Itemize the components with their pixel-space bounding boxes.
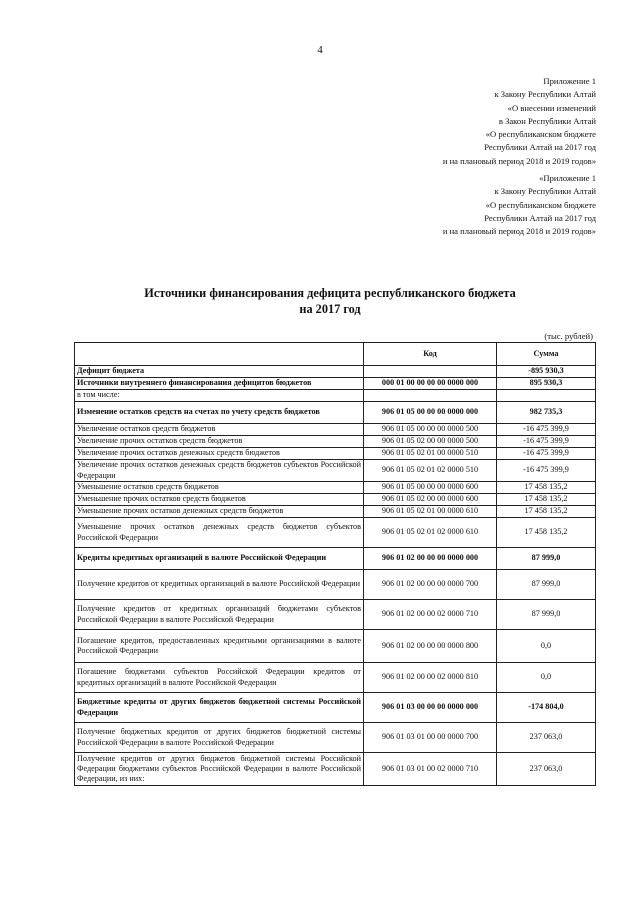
- row-name-cell: Получение кредитов от кредитных организаций в валюте Российской Федерации: [75, 570, 364, 600]
- table-row: [75, 402, 596, 424]
- row-sum-cell: -174 804,0: [497, 693, 596, 723]
- appendix-line: «О республиканском бюджете: [485, 199, 596, 210]
- row-sum-cell: 0,0: [497, 663, 596, 693]
- appendix-line: «О республиканском бюджете: [485, 129, 596, 140]
- row-name-cell: Источники внутреннего финансирования дефицитов бюджетов: [75, 378, 364, 390]
- table-row: [75, 366, 596, 378]
- table-row: [75, 448, 596, 460]
- table-row: [75, 663, 596, 693]
- row-name-cell: Увеличение прочих остатков денежных средств бюджетов: [75, 448, 364, 460]
- row-name-cell: Уменьшение прочих остатков денежных средств бюджетов субъектов Российской Федерации: [75, 518, 364, 548]
- row-code-cell: [364, 366, 497, 378]
- unit-note: (тыс. рублей): [544, 331, 593, 341]
- table-row: [75, 482, 596, 494]
- row-name-cell: Дефицит бюджета: [75, 366, 364, 378]
- row-sum-cell: -16 475 399,9: [497, 424, 596, 436]
- row-name-cell: Бюджетные кредиты от других бюджетов бюджетной системы Российской Федерации: [75, 693, 364, 723]
- appendix-line: Республики Алтай на 2017 год: [484, 142, 596, 153]
- row-sum-cell: 895 930,3: [497, 378, 596, 390]
- table-row: [75, 378, 596, 390]
- row-code-cell: 906 01 05 02 01 02 0000 510: [364, 460, 497, 482]
- row-name-cell: Погашение кредитов, предоставленных кредитными организациями в валюте Российской Федерации: [75, 630, 364, 663]
- appendix-line: Приложение 1: [543, 76, 596, 86]
- row-sum-cell: 17 458 135,2: [497, 494, 596, 506]
- row-name-cell: Увеличение прочих остатков денежных средств бюджетов субъектов Российской Федерации: [75, 460, 364, 482]
- row-sum-cell: -895 930,3: [497, 366, 596, 378]
- appendix-line: к Закону Республики Алтай: [494, 89, 596, 100]
- row-code-cell: 906 01 02 00 00 02 0000 810: [364, 663, 497, 693]
- table-row: [75, 424, 596, 436]
- appendix-line: «О внесении изменений: [507, 102, 596, 113]
- row-code-cell: 906 01 05 00 00 00 0000 500: [364, 424, 497, 436]
- row-sum-cell: 87 999,0: [497, 570, 596, 600]
- appendix-line: к Закону Республики Алтай: [494, 186, 596, 197]
- row-sum-cell: 17 458 135,2: [497, 506, 596, 518]
- financing-sources-table: [74, 342, 596, 786]
- row-sum-cell: 237 063,0: [497, 753, 596, 786]
- header-name-cell: [75, 343, 364, 366]
- row-code-cell: 906 01 02 00 00 00 0000 800: [364, 630, 497, 663]
- row-code-cell: 906 01 03 01 00 00 0000 700: [364, 723, 497, 753]
- row-code-cell: 906 01 05 00 00 00 0000 600: [364, 482, 497, 494]
- table-row: [75, 436, 596, 448]
- table-row: [75, 518, 596, 548]
- title-line-2: на 2017 год: [299, 302, 361, 316]
- row-name-cell: в том числе:: [75, 390, 364, 402]
- row-sum-cell: 17 458 135,2: [497, 482, 596, 494]
- row-name-cell: Уменьшение прочих остатков средств бюджетов: [75, 494, 364, 506]
- appendix-line: и на плановый период 2018 и 2019 годов»: [442, 155, 596, 166]
- row-code-cell: 906 01 05 02 01 00 0000 510: [364, 448, 497, 460]
- row-name-cell: Получение кредитов от кредитных организаций бюджетами субъектов Российской Федерации в валюте Российской Федерации: [75, 600, 364, 630]
- row-sum-cell: 87 999,0: [497, 548, 596, 570]
- table-row: [75, 600, 596, 630]
- table-row: [75, 570, 596, 600]
- appendix-line: и на плановый период 2018 и 2019 годов»: [442, 226, 596, 237]
- row-sum-cell: -16 475 399,9: [497, 436, 596, 448]
- title-line-1: Источники финансирования дефицита республиканского бюджета: [144, 286, 516, 300]
- appendix-line: в Закон Республики Алтай: [498, 115, 596, 126]
- row-code-cell: 906 01 02 00 00 00 0000 700: [364, 570, 497, 600]
- table-body: [75, 366, 596, 786]
- row-name-cell: Увеличение прочих остатков средств бюджетов: [75, 436, 364, 448]
- row-code-cell: 906 01 05 02 01 02 0000 610: [364, 518, 497, 548]
- header-code-cell: Код: [364, 343, 497, 366]
- row-sum-cell: 237 063,0: [497, 723, 596, 753]
- header-sum-cell: Сумма: [497, 343, 596, 366]
- table-row: [75, 506, 596, 518]
- table-row: [75, 460, 596, 482]
- row-name-cell: Уменьшение прочих остатков денежных средств бюджетов: [75, 506, 364, 518]
- row-name-cell: Получение кредитов от других бюджетов бюджетной системы Российской Федерации бюджетами субъектов Российской Федерации в валюте Российской Федерации, из них:: [75, 753, 364, 786]
- table-row: [75, 494, 596, 506]
- appendix-reference-original-law: [443, 172, 596, 238]
- page-number: 4: [317, 44, 323, 56]
- row-code-cell: 906 01 02 00 00 00 0000 000: [364, 548, 497, 570]
- row-code-cell: 000 01 00 00 00 00 0000 000: [364, 378, 497, 390]
- row-sum-cell: -16 475 399,9: [497, 460, 596, 482]
- row-code-cell: 906 01 05 00 00 00 0000 000: [364, 402, 497, 424]
- row-sum-cell: 0,0: [497, 630, 596, 663]
- row-sum-cell: 982 735,3: [497, 402, 596, 424]
- row-name-cell: Получение бюджетных кредитов от других бюджетов бюджетной системы Российской Федерации в валюте Российской Федерации: [75, 723, 364, 753]
- row-sum-cell: 87 999,0: [497, 600, 596, 630]
- table-row: [75, 630, 596, 663]
- row-code-cell: 906 01 03 00 00 00 0000 000: [364, 693, 497, 723]
- appendix-reference-amending-law: [443, 75, 596, 168]
- row-code-cell: 906 01 02 00 00 02 0000 710: [364, 600, 497, 630]
- appendix-line: Республики Алтай на 2017 год: [484, 212, 596, 223]
- row-sum-cell: 17 458 135,2: [497, 518, 596, 548]
- row-name-cell: Изменение остатков средств на счетах по учету средств бюджетов: [75, 402, 364, 424]
- row-code-cell: 906 01 05 02 00 00 0000 600: [364, 494, 497, 506]
- document-title: [60, 285, 600, 317]
- table-row: [75, 390, 596, 402]
- table-row: [75, 753, 596, 786]
- row-code-cell: 906 01 05 02 00 00 0000 500: [364, 436, 497, 448]
- row-name-cell: Погашение бюджетами субъектов Российской Федерации кредитов от кредитных организаций в валюте Российской Федерации: [75, 663, 364, 693]
- table-row: [75, 723, 596, 753]
- row-code-cell: [364, 390, 497, 402]
- table-header-row: [75, 343, 596, 366]
- row-name-cell: Уменьшение остатков средств бюджетов: [75, 482, 364, 494]
- row-name-cell: Увеличение остатков средств бюджетов: [75, 424, 364, 436]
- table-row: [75, 693, 596, 723]
- row-sum-cell: [497, 390, 596, 402]
- row-code-cell: 906 01 03 01 00 02 0000 710: [364, 753, 497, 786]
- row-sum-cell: -16 475 399,9: [497, 448, 596, 460]
- row-name-cell: Кредиты кредитных организаций в валюте Российской Федерации: [75, 548, 364, 570]
- appendix-line: «Приложение 1: [539, 173, 596, 183]
- table-row: [75, 548, 596, 570]
- row-code-cell: 906 01 05 02 01 00 0000 610: [364, 506, 497, 518]
